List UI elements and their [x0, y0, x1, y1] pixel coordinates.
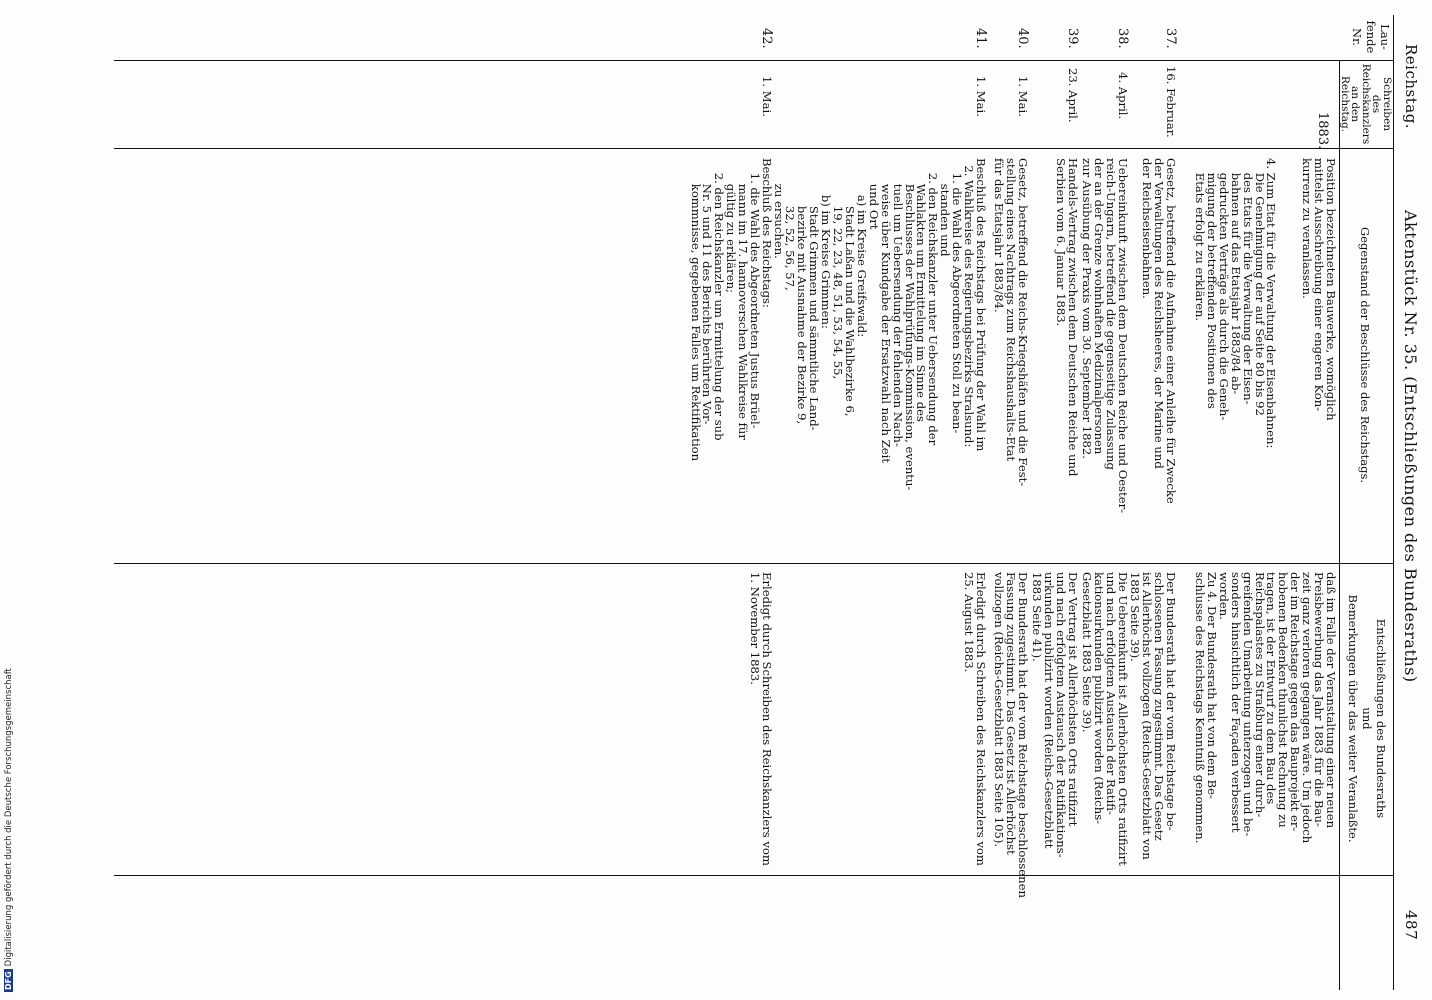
page-number: 487	[1402, 910, 1420, 941]
digitization-credit-text: Digitalisierung gefördert durch die Deutsche Forschungsgemeinschaft	[4, 668, 14, 967]
row-41-decision: Erledigt durch Schreiben des Reichskanzlers vom 25. August 1883.	[962, 572, 988, 866]
row-41-nr: 41.	[973, 28, 988, 49]
col-header-lfd-3: Nr.	[1350, 28, 1364, 46]
row-42-nr: 42.	[759, 28, 774, 49]
row-39-subject: Handels-Vertrag zwischen dem Deutschen Reiche und Serbien vom 6. Januar 1883.	[1054, 158, 1080, 477]
col-header-date-5: Reichstag.	[1339, 75, 1351, 133]
row-40-subject: Gesetz, betreffend die Reichs-Kriegshäfen und die Fest- stellung eines Nachtrags zum Reichshaushalts-Etat für das Etatsjahr 1883/84.	[992, 158, 1030, 487]
col-header-date-1: Schreiben	[1381, 76, 1393, 132]
row-37-nr: 37.	[1163, 28, 1178, 49]
row-41-date: 1. Mai.	[974, 76, 988, 117]
col-rule-4	[114, 875, 1394, 876]
row-40-date: 1. Mai.	[1016, 76, 1030, 117]
row-38-nr: 38.	[1115, 28, 1130, 49]
col-header-date-2: des	[1370, 94, 1383, 114]
row-37-subject: Gesetz, betreffend die Aufnahme einer Anleihe für Zwecke der Verwaltungen des Reichsheeres, der Marine und der Reichseisenbahnen.	[1140, 158, 1178, 504]
row-40-decision: Der Bundesrath hat der vom Reichstage beschlossenen Fassung zugestimmt. Das Gesetz ist Allerhöchst vollzogen (Reichs-Gesetzblatt 1883 Seite 105).	[992, 572, 1030, 898]
col-header-date-4: an den	[1349, 85, 1362, 123]
col-header-subject: Gegenstand der Beschlüsse des Reichstags.	[1358, 226, 1372, 484]
col-header-decisions	[1346, 566, 1388, 871]
col-header-date-3: Reichskanzlers	[1360, 63, 1372, 145]
row-41-subject: Beschluß des Reichstags bei Prüfung der Wahl im 2. Wahlkreise des Regierungsbezirks Stralsund: 1. die Wahl des Abgeordneten Stoll zu bean- standen und 2. den Reichskanzler unter Uebersendung der Wahlakten um Ermittelung im Sinne des Beschlusses der Wahlprüfungs-Kommission, eventu- tuell um Uebersendung der fehlenden Nach- weise über Kundgabe der Ersatzwahl nach Zeit und Ort a) im Kreise Greifswald: Stadt Laßan und die Wahlbezirke 6, 19, 22, 23, 48, 51, 53, 54, 55, b) im Kreise Grimmen: Stadt Grimmen und sämmtliche Land- bezirke mit Ausnahme der Bezirke 9, 32, 52, 56, 57, zu ersuchen.	[771, 158, 988, 491]
continuation-decision: daß im Falle der Veranstaltung einer neuen Preisbewerbung das Jahr 1883 für die Bau- zeit ganz verloren gegangen wäre. Um jedoch der im Reichstage gegen das Bauprojekt er- hobenen Bedenken thunlichst Rechnung zu tragen, ist der Entwurf zu dem Bau des Reichspalastes zu Straßburg einer durch- greifenden Umarbeitung unterzogen und be- sonders hinsichtlich der Façaden verbessert worden. Zu 4. Der Bundesrath hat von dem Be- schlusse des Reichstags Kenntniß genommen.	[1193, 572, 1338, 844]
row-38-decision: Die Uebereinkunft ist Allerhöchsten Orts ratifizirt und nach erfolgtem Austausch der Ratifi- kationsurkunden publizirt worden (Reichs- Gesetzblatt 1883 Seite 39).	[1080, 572, 1130, 866]
row-37-decision: Der Bundesrath hat der vom Reichstage be- schlossenen Fassung zugestimmt. Das Gesetz ist Allerhöchst vollzogen (Reichs-Gesetzblatt von 1883 Seite 39).	[1128, 572, 1178, 860]
col-rule-2	[114, 148, 1394, 149]
row-42-decision: Erledigt durch Schreiben des Reichskanzlers vom 1. November 1883.	[748, 572, 774, 866]
row-42-subject: Beschluß des Reichstags: 1. die Wahl des Abgeordneten Justus Brüel- mann im 17. hannoverschen Wahlkreise für gültig zu erklären; 2. den Reichskanzler um Ermittelung der sub Nr. 5 und 11 des Berichts berührten Vor- kommnisse, gegebenen Falles um Rektifikation	[688, 158, 774, 462]
continuation-year: 1883.	[1315, 112, 1330, 150]
row-39-nr: 39.	[1065, 28, 1080, 49]
row-37-date: 16. Februar.	[1164, 66, 1178, 138]
row-38-date: 4. April.	[1116, 72, 1130, 120]
row-38-subject: Uebereinkunft zwischen dem Deutschen Reiche und Oester- reich-Ungarn, betreffend die gegenseitige Zulassung der an der Grenze wohnhaften Medizinalpersonen zur Ausübung der Praxis vom 30. September 1882.	[1080, 158, 1130, 514]
col-header-lfd-1: Lau-	[1378, 24, 1392, 50]
col-header-lfd	[1350, 16, 1392, 58]
row-40-nr: 40.	[1015, 28, 1030, 49]
header-bottom-rule	[1339, 60, 1340, 990]
header-title-left: Reichstag.	[1402, 44, 1420, 130]
col-rule-1	[114, 60, 1394, 61]
dfg-logo-badge: DFG	[4, 971, 13, 990]
continuation-subject: Position bezeichneten Bauwerke, womöglich mittelst Ausschreibung einer engeren Kon- kurrenz zu veranlassen. 4. Zum Etat für die Verwaltung der Eisenbahnen: Die Genehmigung der auf Seite 80 bis 92 des Etats für die Verwaltung der Eisen- bahnen auf das Etatsjahr 1883/84 ab- gedruckten Verträge als durch die Geneh- migung der betreffenden Positionen des Etats erfolgt zu erklären.	[1193, 158, 1338, 449]
row-39-decision: Der Vertrag ist Allerhöchsten Orts ratifizirt und nach erfolgtem Austausch der Ratifikations- urkunden publizirt worden (Reichs-Gesetzblatt 1883 Seite 41).	[1030, 572, 1080, 858]
table-top-rule	[1393, 15, 1394, 990]
row-42-date: 1. Mai.	[760, 76, 774, 117]
header-title-center: Aktenstück Nr. 35. (Entschließungen des Bundesraths)	[1401, 210, 1420, 683]
col-header-lfd-2: fende	[1364, 20, 1378, 54]
row-39-date: 23. April.	[1066, 68, 1080, 123]
col-header-decisions-3: Bemerkungen über das weiter Veranlaßte.	[1346, 594, 1360, 843]
col-header-decisions-2: und	[1360, 707, 1374, 730]
col-rule-3	[114, 563, 1394, 564]
col-header-date	[1340, 62, 1393, 146]
col-header-decisions-1: Entschließungen des Bundesraths	[1374, 618, 1388, 819]
